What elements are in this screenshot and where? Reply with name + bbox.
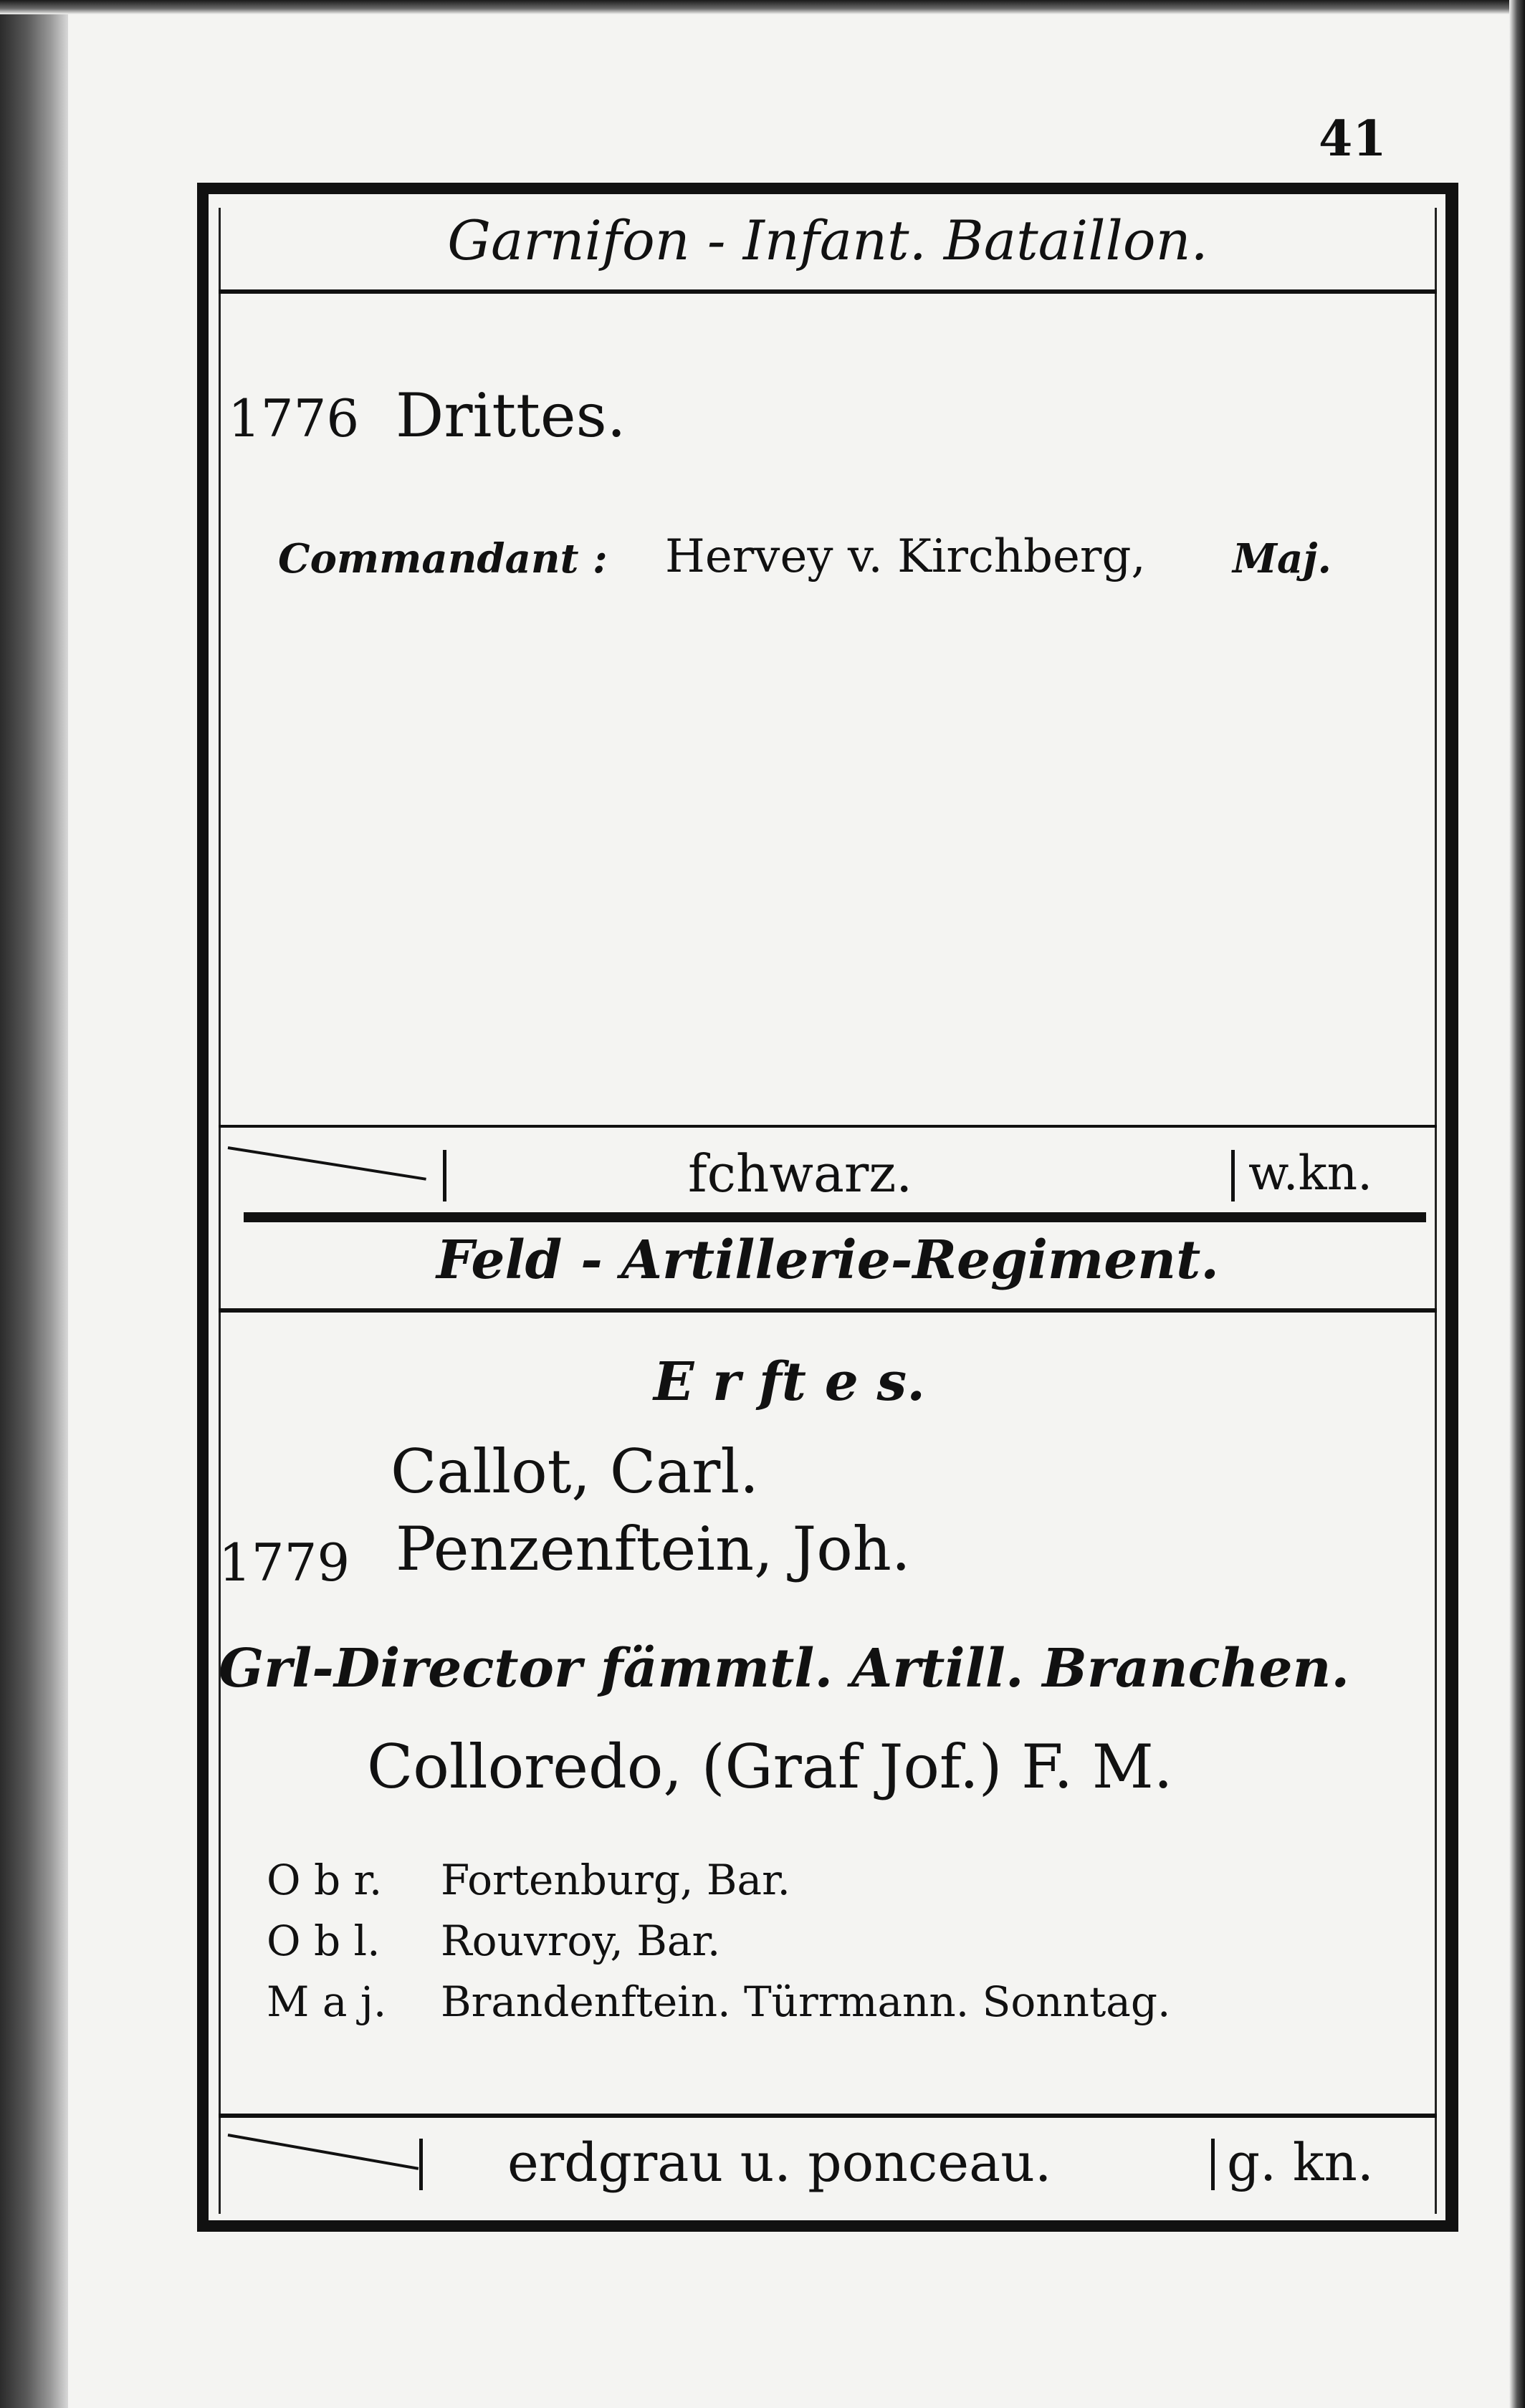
section2-title: Feld - Artillerie-Regiment. [436, 1229, 1220, 1291]
separator-bar-1b [1231, 1150, 1235, 1201]
director-name: Colloredo, (Graf Jof.) F. M. [367, 1732, 1173, 1802]
section2-buttons: g. kn. [1227, 2132, 1374, 2192]
rule-below-title-2 [219, 1308, 1437, 1313]
section1-year: 1776 [228, 388, 360, 448]
section2-officer2: Penzenftein, Joh. [396, 1514, 911, 1584]
table-inner-frame [219, 208, 1437, 2214]
director-title: Grl-Director fämmtl. Artill. Branchen. [219, 1638, 1350, 1699]
staff-rank-3: M a j. [267, 1977, 387, 2026]
rule-below-title-1 [219, 289, 1437, 294]
page-top-edge [0, 0, 1525, 14]
staff-rank-2: O b l. [267, 1917, 381, 1965]
rule-above-color-1 [219, 1125, 1437, 1128]
section2-color: erdgrau u. ponceau. [507, 2132, 1052, 2194]
separator-bar-1a [443, 1150, 446, 1201]
separator-bar-2a [419, 2139, 423, 2190]
section1-name: Drittes. [396, 380, 626, 451]
section2-officer1: Callot, Carl. [391, 1436, 759, 1507]
commandant-label: Commandant : [278, 535, 608, 582]
rule-above-color-2 [219, 2114, 1437, 2118]
staff-names-1: Fortenburg, Bar. [441, 1856, 790, 1904]
section1-title: Garnifon - Infant. Bataillon. [447, 208, 1208, 272]
commandant-rank: Maj. [1233, 535, 1332, 582]
section-divider [244, 1212, 1426, 1222]
separator-bar-2b [1211, 2139, 1215, 2190]
section2-year: 1779 [219, 1532, 350, 1593]
page-right-edge [1509, 0, 1525, 2408]
staff-rank-1: O b r. [267, 1856, 383, 1904]
section2-name: E r ft e s. [654, 1351, 925, 1413]
staff-names-3: Brandenftein. Türrmann. Sonntag. [441, 1977, 1171, 2026]
staff-names-2: Rouvroy, Bar. [441, 1917, 721, 1965]
commandant-name: Hervey v. Kirchberg, [665, 530, 1146, 583]
section1-buttons: w.kn. [1248, 1146, 1373, 1201]
section1-color: fchwarz. [688, 1143, 913, 1204]
page-gutter [0, 0, 68, 2408]
page-number: 41 [1319, 110, 1387, 168]
